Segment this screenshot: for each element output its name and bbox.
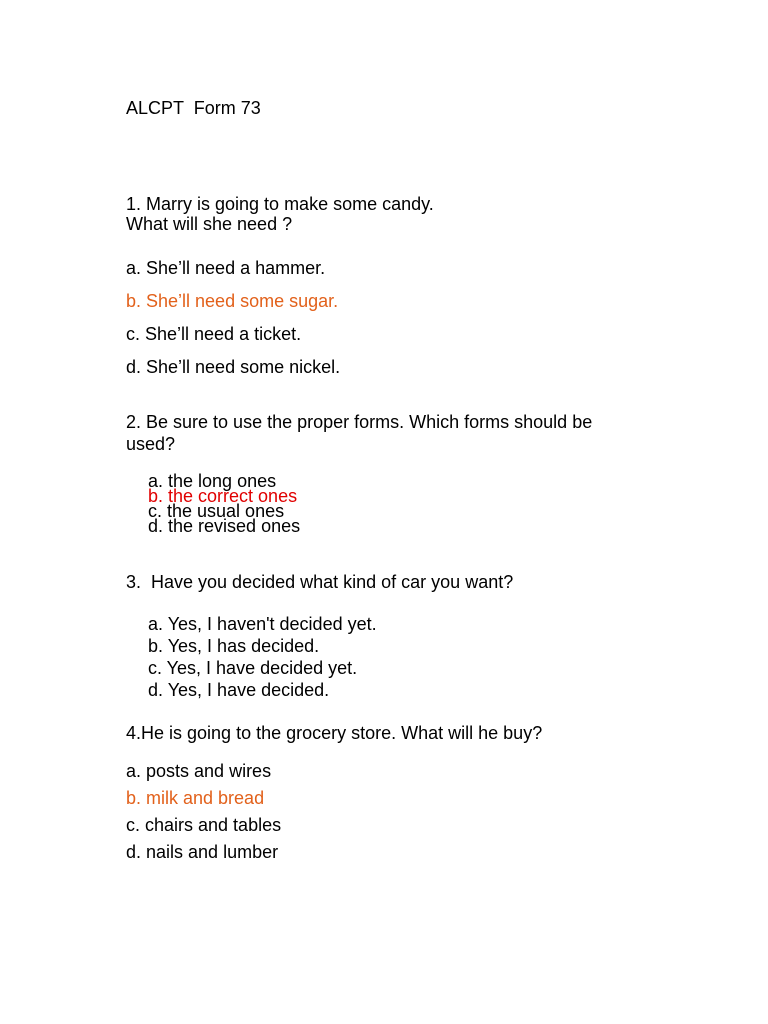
question-2-option-d: d. the revised ones xyxy=(148,516,301,536)
question-3-option-b: b. Yes, I has decided. xyxy=(148,636,320,656)
question-4-option-d: d. nails and lumber xyxy=(126,842,279,862)
question-2-option-b: b. the correct ones xyxy=(148,486,298,506)
question-2-option-c: c. the usual ones xyxy=(148,501,285,521)
question-2-option-a: a. the long ones xyxy=(148,471,277,491)
question-2-prompt-line-2: used? xyxy=(126,434,176,454)
question-1-option-d: d. She’ll need some nickel. xyxy=(126,357,341,377)
question-4-option-c: c. chairs and tables xyxy=(126,815,282,835)
question-3-option-d: d. Yes, I have decided. xyxy=(148,680,330,700)
question-1-option-a: a. She’ll need a hammer. xyxy=(126,258,326,278)
question-3-prompt: 3. Have you decided what kind of car you want? xyxy=(126,572,514,592)
question-1-prompt-line-2: What will she need ? xyxy=(126,214,293,234)
question-1-option-c: c. She’ll need a ticket. xyxy=(126,324,302,344)
question-3-option-c: c. Yes, I have decided yet. xyxy=(148,658,358,678)
question-4-option-b: b. milk and bread xyxy=(126,788,265,808)
question-4-option-a: a. posts and wires xyxy=(126,761,272,781)
document-title: ALCPT Form 73 xyxy=(126,98,261,118)
question-1-prompt-line-1: 1. Marry is going to make some candy. xyxy=(126,194,434,214)
question-2-prompt-line-1: 2. Be sure to use the proper forms. Which forms should be xyxy=(126,412,593,432)
question-4-prompt: 4.He is going to the grocery store. What will he buy? xyxy=(126,723,543,743)
question-1-option-b: b. She’ll need some sugar. xyxy=(126,291,339,311)
question-3-option-a: a. Yes, I haven't decided yet. xyxy=(148,614,377,634)
